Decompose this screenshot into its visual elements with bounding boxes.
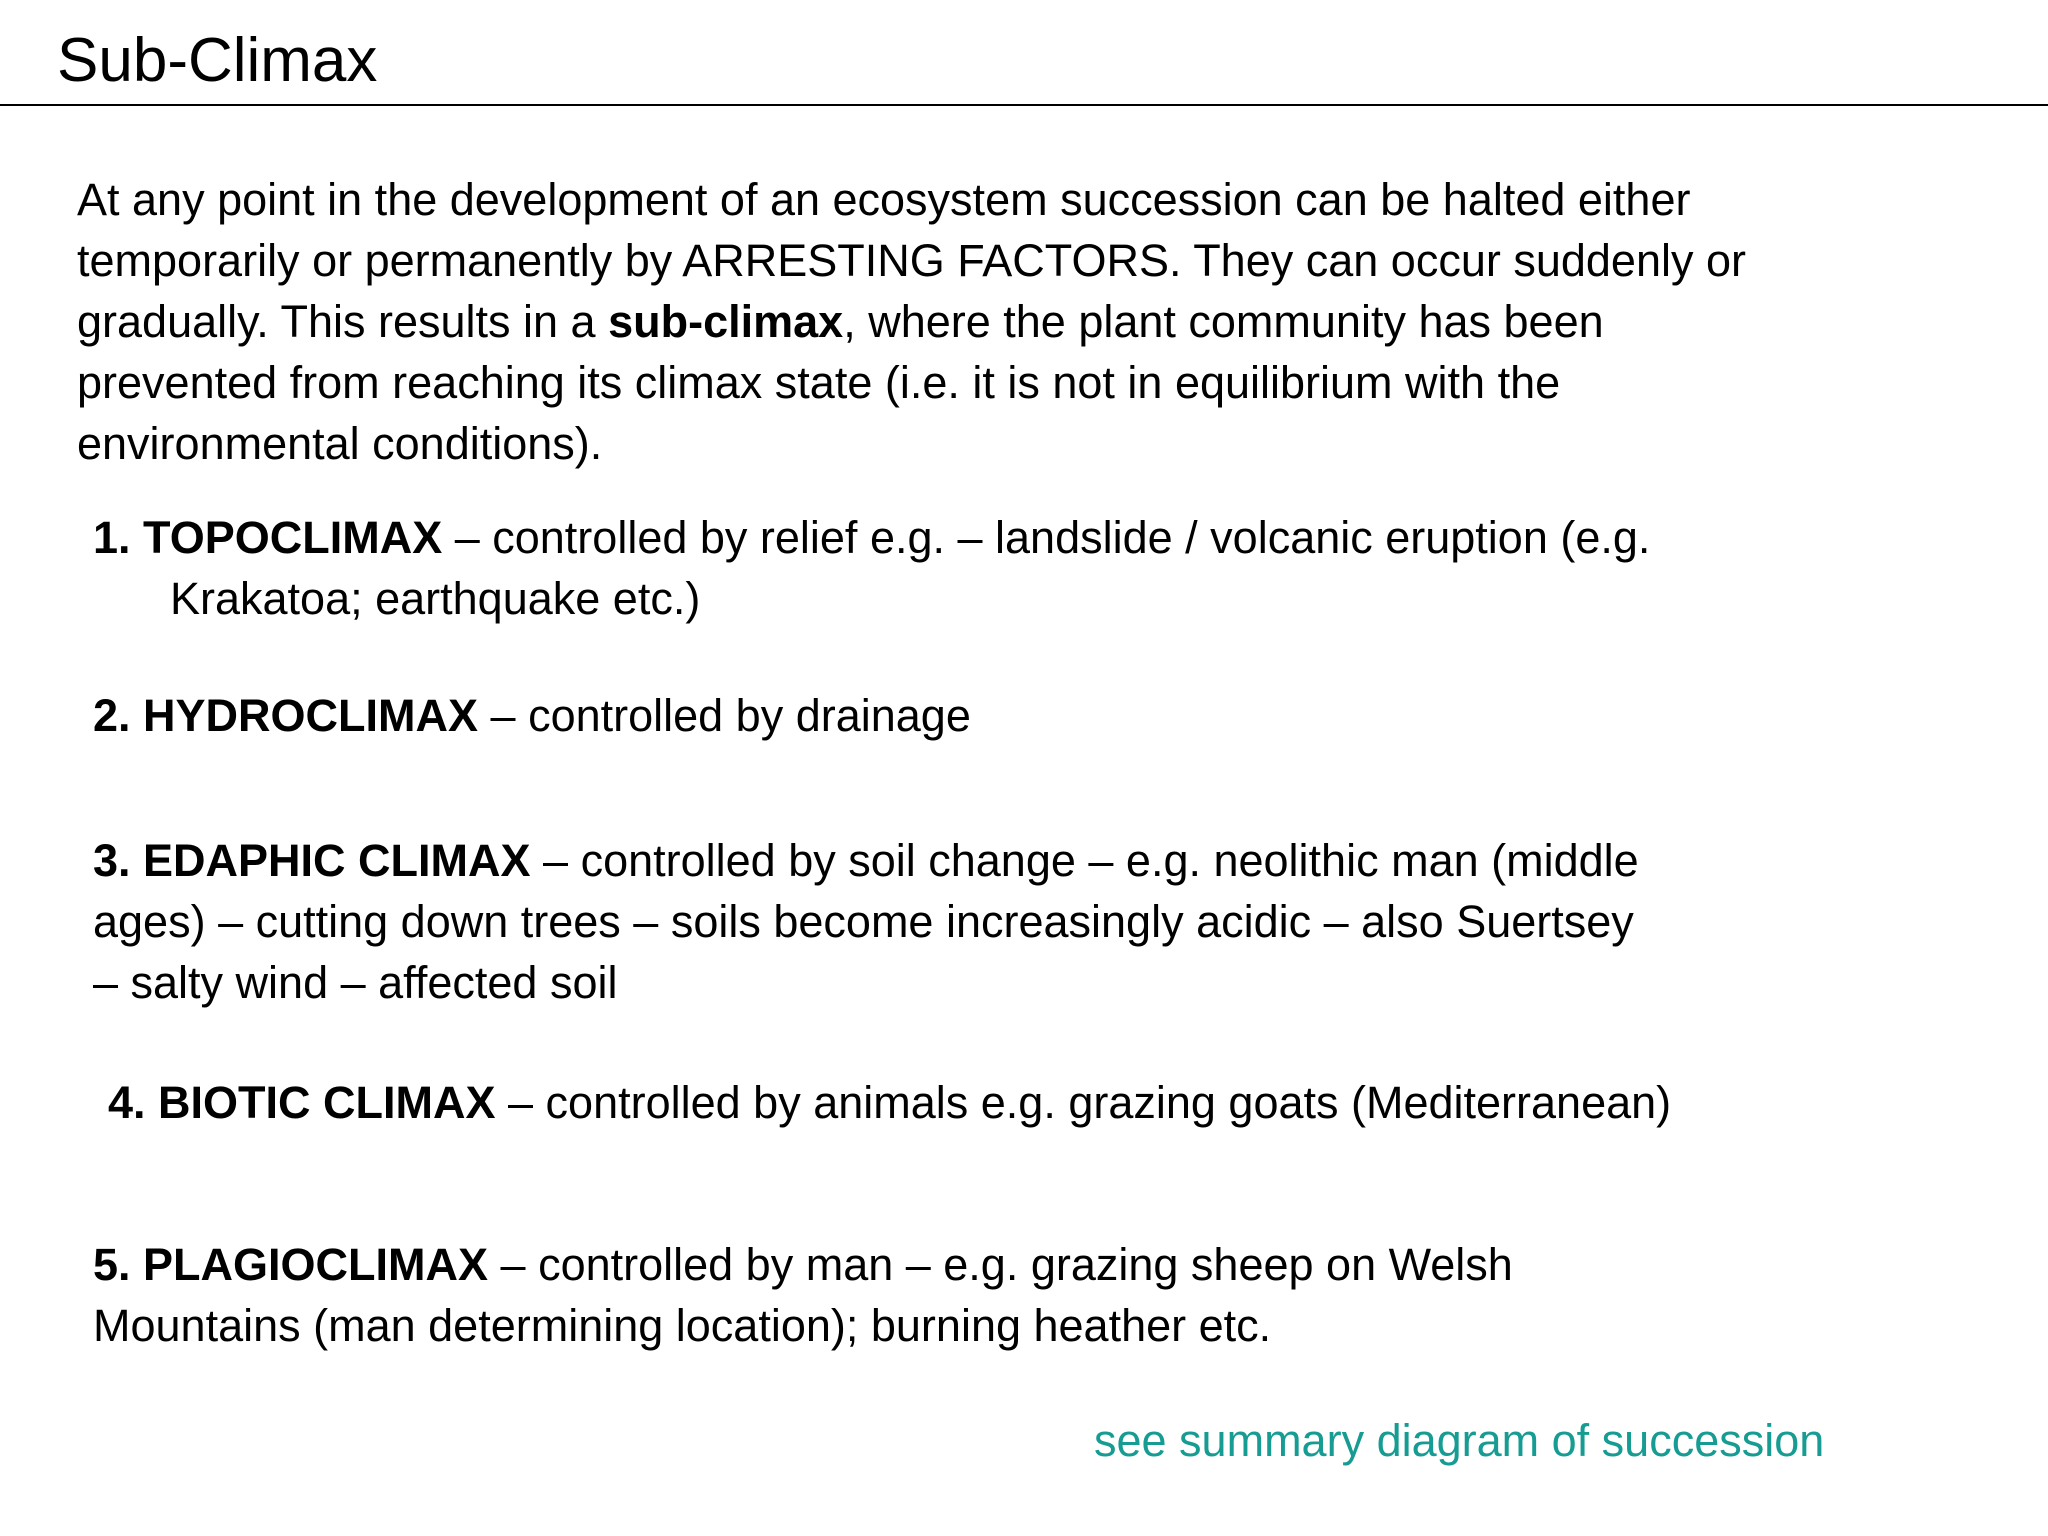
intro-text: gradually. This results in a (77, 296, 609, 347)
item-line (93, 830, 1639, 891)
item-term: 2. HYDROCLIMAX (93, 690, 479, 741)
item-text: – controlled by soil change – e.g. neolithic man (middle (530, 835, 1639, 886)
item-term: 3. EDAPHIC CLIMAX (93, 835, 531, 886)
item-line (108, 1072, 1671, 1133)
item-line: ages) – cutting down trees – soils become increasingly acidic – also Suertsey (93, 896, 1634, 947)
summary-diagram-link[interactable]: see summary diagram of succession (1094, 1415, 1825, 1466)
item-line: Krakatoa; earthquake etc.) (170, 573, 701, 624)
item-line (93, 507, 1650, 568)
intro-paragraph (77, 169, 2037, 474)
title-divider (0, 104, 2048, 106)
item-line (93, 1234, 1513, 1295)
item-text: – controlled by man – e.g. grazing sheep on Welsh (488, 1239, 1513, 1290)
list-item-edaphic-climax (93, 830, 1639, 1013)
list-item-plagioclimax (93, 1234, 1513, 1356)
list-item-hydroclimax (93, 685, 971, 746)
sub-climax-term: sub-climax (608, 296, 844, 347)
item-line: Mountains (man determining location); burning heather etc. (93, 1300, 1272, 1351)
item-term: 1. TOPOCLIMAX (93, 512, 443, 563)
list-item-biotic-climax (108, 1072, 1671, 1133)
intro-line: environmental conditions). (77, 418, 603, 469)
item-term: 5. PLAGIOCLIMAX (93, 1239, 489, 1290)
intro-text: , where the plant community has been (843, 296, 1604, 347)
slide-title: Sub-Climax (57, 26, 378, 95)
item-line: – salty wind – affected soil (93, 957, 618, 1008)
item-term: 4. BIOTIC CLIMAX (108, 1077, 496, 1128)
intro-line: At any point in the development of an ecosystem succession can be halted either (77, 174, 1691, 225)
item-text: – controlled by animals e.g. grazing goats (Mediterranean) (495, 1077, 1672, 1128)
item-line (93, 685, 971, 746)
item-text: – controlled by drainage (478, 690, 971, 741)
intro-line (77, 291, 2037, 352)
intro-line: temporarily or permanently by ARRESTING FACTORS. They can occur suddenly or (77, 235, 1746, 286)
intro-line: prevented from reaching its climax state (i.e. it is not in equilibrium with the (77, 357, 1561, 408)
item-text: – controlled by relief e.g. – landslide / volcanic eruption (e.g. (442, 512, 1651, 563)
list-item-topoclimax (93, 507, 1650, 629)
